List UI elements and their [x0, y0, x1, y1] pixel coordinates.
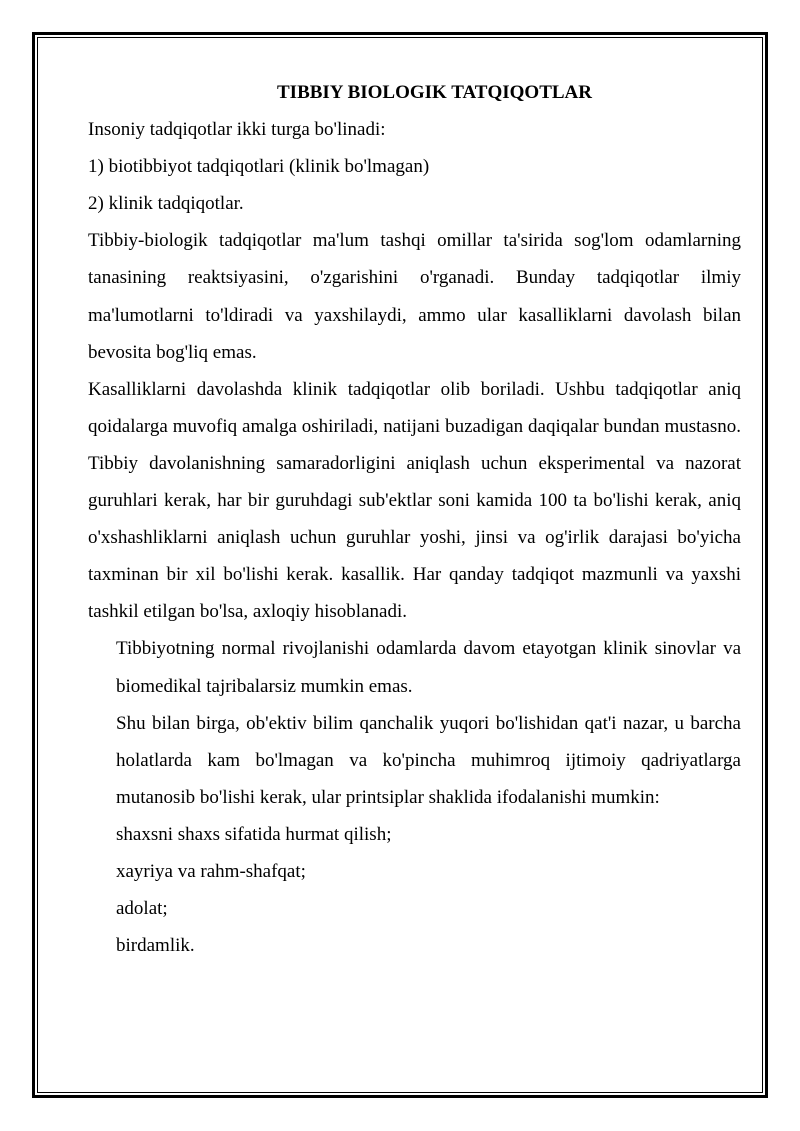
- intro-line: Insoniy tadqiqotlar ikki turga bo'linadi:: [88, 119, 386, 141]
- principle-item: shaxsni shaxs sifatida hurmat qilish;: [116, 823, 392, 845]
- type-item: 1) biotibbiyot tadqiqotlari (klinik bo'lmagan): [88, 156, 430, 178]
- paragraph: Tibbiy-biologik tadqiqotlar ma'lum tashqi omillar ta'sirida sog'lom odamlarning tanasining reaktsiyasini, o'zgarishini o'rganadi. Bunday tadqiqotlar ilmiy ma'lumotlarni to'ldiradi va yaxshilaydi, ammo ular kasalliklarni davolash bilan bevosita bog'liq emas.: [88, 230, 741, 363]
- principle-item: birdamlik.: [116, 935, 195, 957]
- principle-item: xayriya va rahm-shafqat;: [116, 860, 306, 882]
- principle-item: adolat;: [116, 898, 168, 920]
- document-body: [88, 74, 741, 964]
- indented-paragraph: Shu bilan birga, ob'ektiv bilim qanchalik yuqori bo'lishidan qat'i nazar, u barcha holatlarda kam bo'lmagan va ko'pincha muhimroq ijtimoiy qadriyatlarga mutanosib bo'lishi kerak, ular printsiplar shaklida ifodalanishi mumkin:: [116, 712, 741, 808]
- indented-paragraph: Tibbiyotning normal rivojlanishi odamlarda davom etayotgan klinik sinovlar va biomedikal tajribalarsiz mumkin emas.: [116, 638, 741, 697]
- paragraph: Kasalliklarni davolashda klinik tadqiqotlar olib boriladi. Ushbu tadqiqotlar aniq qoidalarga muvofiq amalga oshiriladi, natijani buzadigan daqiqalar bundan mustasno. Tibbiy davolanishning samaradorligini aniqlash uchun eksperimental va nazorat guruhlari kerak, har bir guruhdagi sub'ektlar soni kamida 100 ta bo'lishi kerak, aniq o'xshashliklarni aniqlash uchun guruhlar yoshi, jinsi va og'irlik darajasi bo'yicha taxminan bir xil bo'lishi kerak. kasallik. Har qanday tadqiqot mazmunli va yaxshi tashkil etilgan bo'lsa, axloqiy hisoblanadi.: [88, 378, 741, 623]
- document-title: TIBBIY BIOLOGIK TATQIQOTLAR: [277, 82, 592, 103]
- type-item: 2) klinik tadqiqotlar.: [88, 193, 244, 215]
